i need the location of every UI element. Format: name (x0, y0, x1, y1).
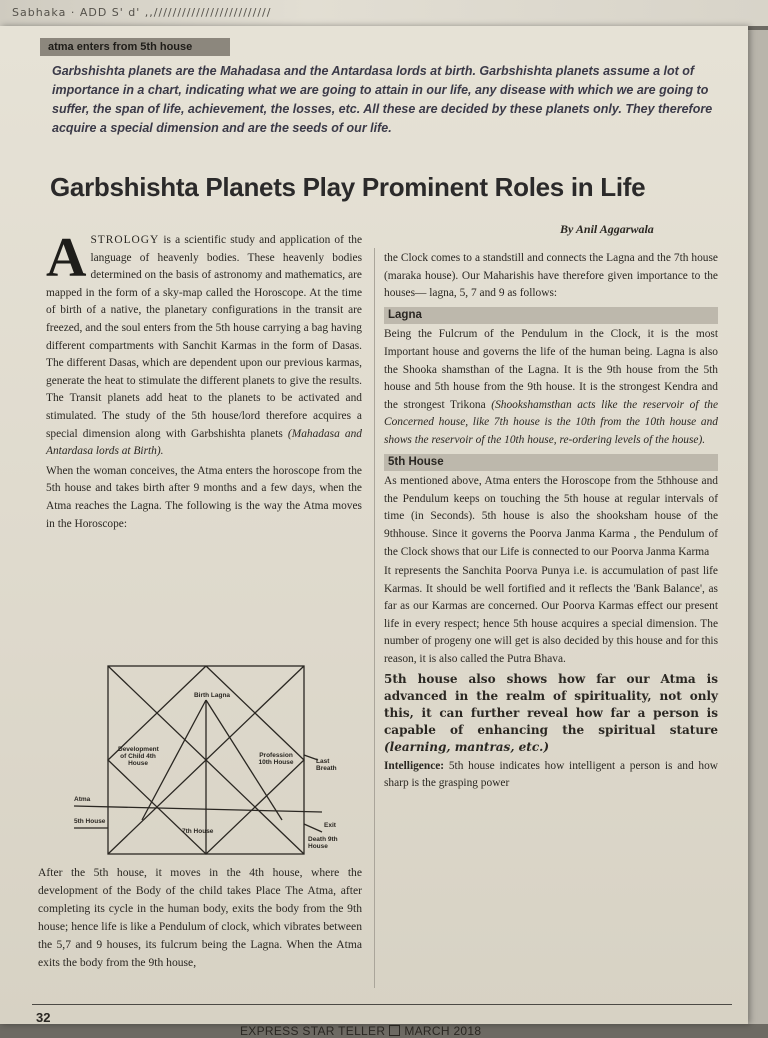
right-column (384, 250, 718, 795)
fifth-paragraph-1: As mentioned above, Atma enters the Horoscope from the 5thhouse and the Pendulum keeps on touching the 5th house at regular intervals of time (in Seconds). 5th house is also the shooksham house of the 9thhouse. Since it governs the Poorva Janma Karma , the Pendulum of the Clock shows that our Life is connected to our Poorva Janma Karma (384, 475, 718, 558)
intro-text: Garbshishta planets are the Mahadasa and the Antardasa lords at birth. Garbshishta planets assume a lot of importance in a chart, indicating what we are going to attain in our life, any disease with which we are going to suffer, the span of life, achievement, the losses, etc. All these are decided by these planets only. They therefore acquire a special dimension and are the seeds of our life. (52, 64, 713, 135)
magazine-footer (240, 1024, 481, 1038)
label-birth-lagna: Birth Lagna (193, 692, 231, 699)
lagna-text: Being the Fulcrum of the Pendulum in the Clock, it is the most Important house and governs the life of the human being. Lagna is also the Shooka shamsthan of the Lagna. It is the 9th house from the 5th house and 5th house from the 9th house. It is the strongest Kendra and the strongest Trikona (384, 328, 718, 411)
fifth-bold-italic: (learning, mantras, etc.) (384, 739, 550, 754)
label-seventh-house: 7th House (182, 828, 214, 835)
right-paragraph-1: the Clock comes to a standstill and connects the Lagna and the 7th house (maraka house). Our Maharishis have therefore given importance to the houses— lagna, 5, 7 and 9 as follows: (384, 252, 718, 300)
headline: Garbshishta Planets Play Prominent Roles in Life (50, 172, 646, 202)
label-profession: Profession 10th House (258, 752, 294, 766)
top-strip: Sabhaka · ADD S' d' ,,///////////////////////// (0, 0, 768, 26)
magazine-page (0, 26, 748, 1038)
pendulum-diagram (72, 660, 352, 858)
label-death: Death 9th House (308, 836, 338, 850)
fifth-house-heading: 5th House (384, 454, 718, 472)
fifth-bold-text: 5th house also shows how far our Atma is advanced in the realm of spirituality, not only this, it can further reveal how far a person is capable of enhancing the spiritual stature (384, 671, 718, 737)
left-p1-italic: (Mahadasa and Antardasa lords at Birth). (46, 427, 362, 458)
lagna-paragraph (384, 326, 718, 449)
label-atma: Atma (74, 796, 91, 803)
lagna-heading: Lagna (384, 307, 718, 325)
left-p1-text: is a scientific study and application of the language of heavenly bodies. These heavenly bodies determined on the basis of astronomy and mathematics, are mapped in the form of a sky-map called the Horoscope. At the time of birth of a native, the planetary configurations in the transit are freezed, and the soul enters from the 5th house carrying a bag having different compartments with Sanchit Karmas in the form of Dasas. The different Dasas, which are dependent upon our previous karmas, generate the heat to stimulate the different planets to give the results. The Transit planets add heat to the planets to be activated and stimulated. The study of the 5th house/lord therefore acquires a special dimension along with Garbshishta planets (46, 234, 362, 440)
after-diagram-text: After the 5th house, it moves in the 4th house, where the development of the Body of the child takes Place The Atma, after completing its cycle in the human body, exits the body from the 9th house; hence life is like a Pendulum of clock, which vibrates between the 5,7 and 9 houses, its fulcrum being the Lagna. When the Atma exits the body from the 9th house, (38, 866, 362, 969)
left-column (46, 227, 362, 535)
page-edge (748, 30, 768, 1024)
lagna-italic: (Shookshamsthan acts like the reservoir of the Concerned house, like 7th house is the 10th from the 10th house and shows the reservoir of the 10th house, re-ordering levels of the house). (384, 398, 719, 446)
label-exit: Exit (324, 822, 336, 829)
drop-cap: A (46, 227, 87, 289)
left-paragraph-2: When the woman conceives, the Atma enters the horoscope from the 5th house and takes birth after 9 months and a few days, when the Atma reaches the Lagna. The following is the way the Atma moves in the Horoscope: (46, 464, 362, 530)
section-kicker: atma enters from 5th house (40, 38, 230, 56)
magazine-name: EXPRESS STAR TELLER (240, 1024, 386, 1038)
page-number: 32 (36, 1010, 51, 1025)
intelligence-label: Intelligence: (384, 759, 445, 772)
label-fifth-house: 5th House (74, 818, 106, 825)
label-last-breath: Last Breath (316, 758, 337, 772)
intelligence-paragraph (384, 758, 718, 793)
left-paragraph-1 (46, 227, 362, 461)
exit-pointer (304, 824, 322, 832)
byline: By Anil Aggarwala (560, 222, 654, 236)
footer-rule (32, 1004, 732, 1005)
issue-date: MARCH 2018 (404, 1024, 482, 1038)
intelligence-text: 5th house indicates how intelligent a person is and how sharp is the grasping power (384, 759, 718, 790)
fifth-paragraph-2: It represents the Sanchita Poorva Punya i.e. is accumulation of past life Karmas. It should be well fortified and it reflects the 'Bank Balance', as far as our Karmas are concerned. Our Poorva Karmas effect our present life in every respect; hence 5th house acquires a special dimension. The number of progeny one will get is also decided by this house and for this reason, it is also called the Putra Bhava. (384, 565, 718, 666)
atma-line (74, 806, 322, 812)
box-icon (389, 1025, 400, 1036)
label-development: Development of Child 4th House (118, 746, 159, 767)
column-divider (374, 248, 375, 988)
lead-word: STROLOGY (90, 234, 160, 246)
fifth-bold-paragraph (384, 671, 718, 756)
